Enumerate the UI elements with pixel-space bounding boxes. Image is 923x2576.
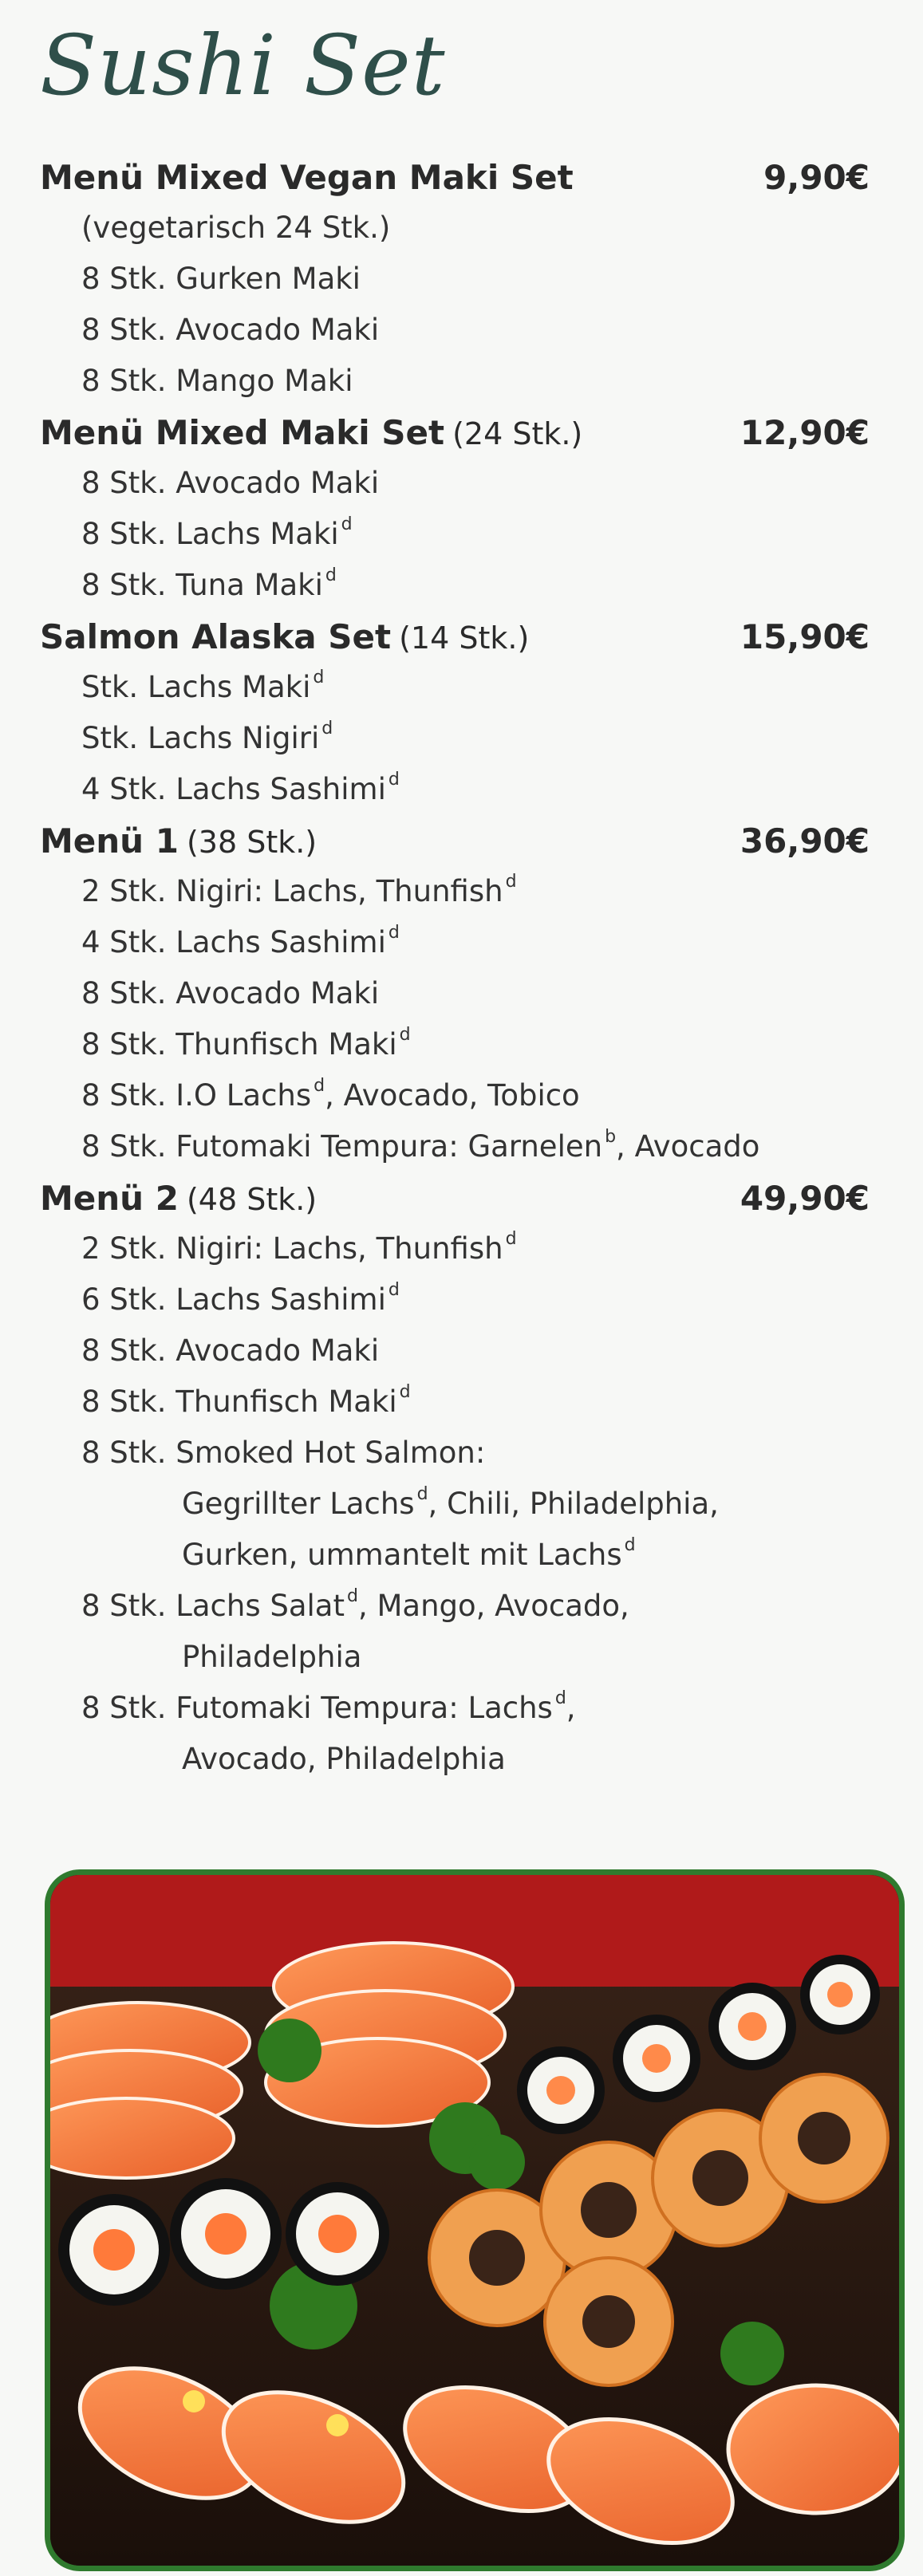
- allergen-marker: d: [388, 923, 400, 943]
- allergen-marker: d: [505, 872, 517, 892]
- menu-item-text: 8 Stk. Tuna Maki: [81, 568, 323, 602]
- menu-item-text-continued: , Avocado: [616, 1129, 760, 1164]
- menu-item-text: 8 Stk. Thunfisch Maki: [81, 1027, 397, 1062]
- menu-item-text: 8 Stk. Avocado Maki: [81, 313, 380, 347]
- menu-item: [40, 509, 870, 560]
- menu-item: [40, 356, 870, 407]
- allergen-marker: d: [399, 1382, 411, 1402]
- menu-item-text-continued: , Mango, Avocado,: [357, 1589, 629, 1623]
- menu-item-text: 8 Stk. Futomaki Tempura: Garnelen: [81, 1129, 603, 1164]
- menu-item: [40, 1428, 870, 1479]
- allergen-marker: d: [554, 1688, 566, 1708]
- menu-item-text: 6 Stk. Lachs Sashimi: [81, 1282, 386, 1317]
- set-price: 49,90€: [740, 1179, 870, 1218]
- allergen-marker: b: [605, 1127, 617, 1147]
- set-header: [40, 611, 870, 662]
- set-name-text: Salmon Alaska Set: [40, 617, 392, 656]
- menu-item: [40, 866, 870, 917]
- menu-item-text: Philadelphia: [182, 1640, 362, 1674]
- set-piece-count: (48 Stk.): [186, 1182, 318, 1217]
- menu-item-text: 8 Stk. Mango Maki: [81, 364, 353, 398]
- menu-item-text: Gegrillter Lachs: [182, 1487, 415, 1521]
- menu-item-text: 4 Stk. Lachs Sashimi: [81, 772, 386, 806]
- set-items: [40, 203, 870, 407]
- menu-item: [40, 1223, 870, 1274]
- set-menu-mixed-vegan-maki-set: [40, 152, 870, 407]
- set-items: [40, 458, 870, 611]
- menu-item: [40, 1479, 870, 1530]
- menu-item: [40, 1121, 870, 1172]
- menu-item: [40, 560, 870, 611]
- allergen-marker: d: [624, 1535, 636, 1555]
- set-name: [40, 1179, 317, 1218]
- set-menu-1: [40, 815, 870, 1172]
- menu-item: [40, 1530, 870, 1581]
- menu-item: [40, 917, 870, 968]
- menu-item-text: Avocado, Philadelphia: [182, 1742, 506, 1776]
- sushi-platter-image: [50, 1875, 899, 2566]
- menu-item-text: 8 Stk. I.O Lachs: [81, 1078, 312, 1113]
- menu-item: [40, 458, 870, 509]
- set-menu-2: [40, 1172, 870, 1785]
- menu-item-text: Gurken, ummantelt mit Lachs: [182, 1538, 622, 1572]
- allergen-marker: d: [399, 1025, 411, 1045]
- menu-item: [40, 1377, 870, 1428]
- allergen-marker: d: [314, 1076, 325, 1096]
- set-name: [40, 158, 574, 197]
- menu-item: [40, 662, 870, 713]
- menu-item-text: 2 Stk. Nigiri: Lachs, Thunfish: [81, 1231, 503, 1266]
- menu-item-text: Stk. Lachs Maki: [81, 670, 311, 704]
- set-price: 15,90€: [740, 617, 870, 656]
- set-piece-count: (14 Stk.): [399, 620, 530, 656]
- menu-item-text-continued: , Avocado, Tobico: [325, 1078, 580, 1113]
- menu-item: [40, 1632, 870, 1683]
- menu-item: [40, 305, 870, 356]
- menu-item-text: 8 Stk. Gurken Maki: [81, 262, 361, 296]
- page-title: Sushi Set: [40, 17, 446, 114]
- allergen-marker: d: [313, 668, 325, 687]
- menu-item-text: 8 Stk. Lachs Maki: [81, 517, 339, 551]
- menu-item-text: 8 Stk. Avocado Maki: [81, 976, 380, 1010]
- menu-item-text-continued: , Chili, Philadelphia,: [428, 1487, 719, 1521]
- sushi-platter-photo: [45, 1869, 905, 2571]
- set-header: [40, 815, 870, 866]
- menu-item: [40, 1325, 870, 1377]
- menu-item: [40, 254, 870, 305]
- allergen-marker: d: [416, 1484, 428, 1504]
- allergen-marker: d: [388, 1280, 400, 1300]
- sushi-set-menu: [40, 152, 870, 1785]
- menu-item: [40, 1019, 870, 1070]
- set-piece-count: (38 Stk.): [186, 825, 318, 860]
- menu-item-text: Stk. Lachs Nigiri: [81, 721, 320, 755]
- menu-item: [40, 1683, 870, 1734]
- menu-item-text: 8 Stk. Avocado Maki: [81, 466, 380, 500]
- menu-item: [40, 1734, 870, 1785]
- set-name-text: Menü 2: [40, 1179, 179, 1218]
- set-items: [40, 866, 870, 1172]
- set-name-text: Menü Mixed Maki Set: [40, 413, 445, 452]
- set-header: [40, 1172, 870, 1223]
- allergen-marker: d: [505, 1229, 517, 1249]
- allergen-marker: d: [341, 514, 353, 534]
- set-name-text: Menü Mixed Vegan Maki Set: [40, 158, 574, 197]
- allergen-marker: d: [346, 1586, 358, 1606]
- set-piece-count: (24 Stk.): [452, 416, 583, 451]
- allergen-marker: d: [388, 770, 400, 790]
- allergen-marker: d: [321, 719, 333, 739]
- menu-item-text: 8 Stk. Thunfisch Maki: [81, 1385, 397, 1419]
- set-name-text: Menü 1: [40, 821, 179, 861]
- menu-item-text: 8 Stk. Avocado Maki: [81, 1333, 380, 1368]
- set-price: 9,90€: [763, 158, 870, 197]
- set-name: [40, 413, 582, 452]
- menu-item: [40, 764, 870, 815]
- menu-item-text: 4 Stk. Lachs Sashimi: [81, 925, 386, 959]
- set-name: [40, 617, 529, 656]
- menu-item-text: 2 Stk. Nigiri: Lachs, Thunfish: [81, 874, 503, 908]
- menu-item-text: (vegetarisch 24 Stk.): [81, 211, 391, 245]
- menu-item: [40, 968, 870, 1019]
- set-price: 12,90€: [740, 413, 870, 452]
- menu-item: [40, 1070, 870, 1121]
- menu-item-text-continued: ,: [566, 1691, 576, 1725]
- menu-item: [40, 1274, 870, 1325]
- menu-item: [40, 203, 870, 254]
- set-items: [40, 1223, 870, 1785]
- menu-item-text: 8 Stk. Lachs Salat: [81, 1589, 345, 1623]
- menu-item: [40, 713, 870, 764]
- set-salmon-alaska-set: [40, 611, 870, 815]
- set-price: 36,90€: [740, 821, 870, 861]
- set-header: [40, 407, 870, 458]
- menu-item: [40, 1581, 870, 1632]
- set-menu-mixed-maki-set: [40, 407, 870, 611]
- set-name: [40, 821, 317, 861]
- set-header: [40, 152, 870, 203]
- set-items: [40, 662, 870, 815]
- menu-item-text: 8 Stk. Smoked Hot Salmon:: [81, 1436, 486, 1470]
- menu-item-text: 8 Stk. Futomaki Tempura: Lachs: [81, 1691, 553, 1725]
- allergen-marker: d: [325, 565, 337, 585]
